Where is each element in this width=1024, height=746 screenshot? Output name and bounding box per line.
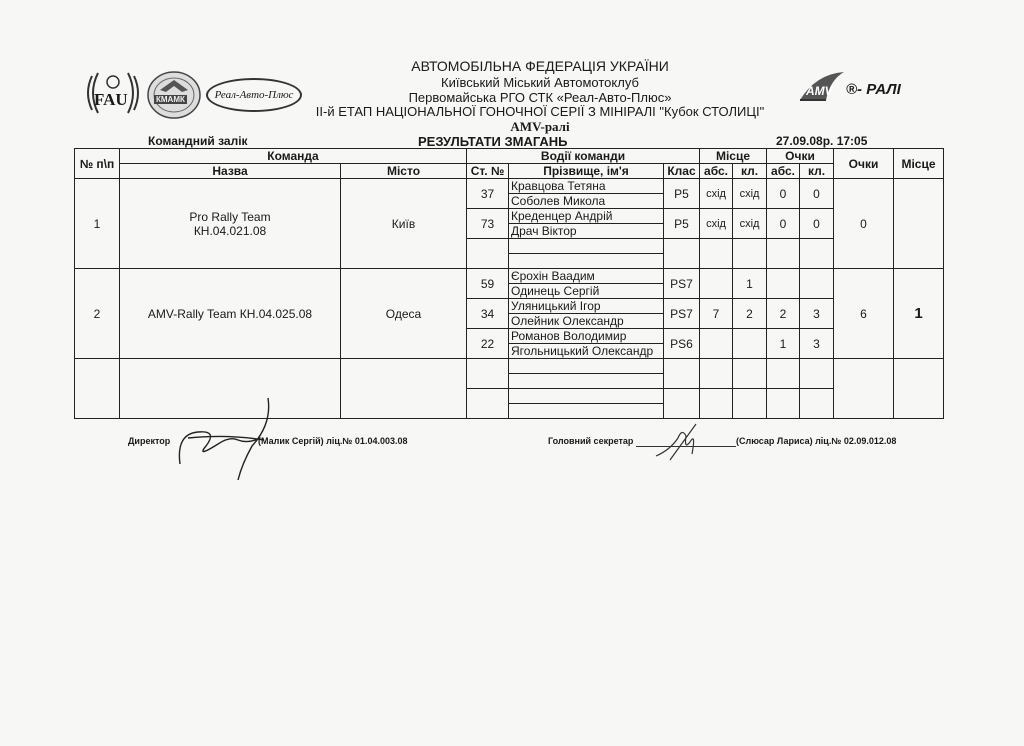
team-city: Київ bbox=[341, 179, 467, 269]
total-place-header: Місце bbox=[894, 149, 944, 179]
points-abs: 0 bbox=[767, 179, 800, 209]
director-info: (Малик Сергій) ліц.№ 01.04.003.08 bbox=[258, 436, 408, 446]
organizer-name: Первомайська РГО СТК «Реал-Авто-Плюс» bbox=[408, 90, 672, 105]
place-cl bbox=[733, 329, 767, 359]
driver-name: Креденцер Андрій bbox=[509, 209, 664, 224]
amv-logo-suffix: ®- РАЛІ bbox=[846, 81, 901, 98]
points-abs: 0 bbox=[767, 209, 800, 239]
fau-logo bbox=[82, 70, 144, 116]
team-city: Одеса bbox=[341, 269, 467, 359]
driver-name: Уляницький Ігор bbox=[509, 299, 664, 314]
start-number: 59 bbox=[467, 269, 509, 299]
points-cl: 0 bbox=[800, 179, 834, 209]
event-title: ІІ-й ЕТАП НАЦІОНАЛЬНОЇ ГОНОЧНОЇ СЕРІЇ З МІНІРАЛІ "Кубок СТОЛИЦІ" bbox=[315, 104, 765, 119]
col-name-header: Назва bbox=[120, 164, 341, 179]
team-num: 2 bbox=[75, 269, 120, 359]
team-total-points: 0 bbox=[834, 179, 894, 269]
start-number: 22 bbox=[467, 329, 509, 359]
points-abs: 1 bbox=[767, 329, 800, 359]
crew-class: P5 bbox=[664, 209, 700, 239]
header-row-2 bbox=[75, 164, 944, 179]
place-abs: схід bbox=[700, 179, 733, 209]
crew-class: PS6 bbox=[664, 329, 700, 359]
classification-label: Командний залік bbox=[148, 134, 248, 148]
fau-logo-text: FAU bbox=[94, 90, 128, 109]
points-group-header: Очки bbox=[767, 149, 834, 164]
kmamk-logo-text: КМАМК bbox=[156, 95, 185, 104]
col-city-header: Місто bbox=[341, 164, 467, 179]
total-points-header: Очки bbox=[834, 149, 894, 179]
place-abs: 7 bbox=[700, 299, 733, 329]
crew-class: P5 bbox=[664, 179, 700, 209]
codriver-name: Ягольницький Олександр bbox=[509, 344, 664, 359]
results-datetime: 27.09.08р. 17:05 bbox=[776, 134, 868, 148]
team-name: Pro Rally Team КН.04.021.08 bbox=[120, 179, 341, 269]
col-place-cl-header: кл. bbox=[733, 164, 767, 179]
table-row-empty bbox=[75, 359, 944, 374]
real-auto-plus-logo-text: Реал-Авто-Плюс bbox=[214, 89, 294, 101]
col-class-header: Клас bbox=[664, 164, 700, 179]
secretary-info: (Слюсар Лариса) ліц.№ 02.09.012.08 bbox=[736, 436, 897, 446]
event-subtitle: AMV-ралі bbox=[510, 119, 570, 134]
col-num-header: № п\п bbox=[75, 149, 120, 179]
results-table bbox=[74, 148, 944, 419]
table-row bbox=[75, 269, 944, 284]
codriver-name: Олейник Олександр bbox=[509, 314, 664, 329]
place-cl: 1 bbox=[733, 269, 767, 299]
team-total-place bbox=[894, 179, 944, 269]
federation-title: АВТОМОБІЛЬНА ФЕДЕРАЦІЯ УКРАЇНИ bbox=[411, 58, 669, 74]
driver-name: Єрохін Ваадим bbox=[509, 269, 664, 284]
kmamk-logo bbox=[146, 70, 202, 120]
codriver-name: Драч Віктор bbox=[509, 224, 664, 239]
drivers-group-header: Водії команди bbox=[467, 149, 700, 164]
place-abs bbox=[700, 329, 733, 359]
team-name: AMV-Rally Team КН.04.025.08 bbox=[120, 269, 341, 359]
start-number: 73 bbox=[467, 209, 509, 239]
director-label: Директор bbox=[128, 436, 171, 446]
codriver-name: Соболев Микола bbox=[509, 194, 664, 209]
points-cl: 0 bbox=[800, 209, 834, 239]
amv-logo-text: AMV bbox=[806, 84, 833, 98]
results-title: РЕЗУЛЬТАТИ ЗМАГАНЬ bbox=[418, 134, 568, 149]
place-cl: схід bbox=[733, 179, 767, 209]
secretary-label: Головний секретар bbox=[548, 436, 634, 446]
col-driver-header: Прізвище, ім'я bbox=[509, 164, 664, 179]
points-cl: 3 bbox=[800, 329, 834, 359]
points-abs bbox=[767, 269, 800, 299]
crew-class: PS7 bbox=[664, 299, 700, 329]
col-points-cl-header: кл. bbox=[800, 164, 834, 179]
crew-class: PS7 bbox=[664, 269, 700, 299]
start-number: 34 bbox=[467, 299, 509, 329]
secretary-signature bbox=[650, 420, 710, 464]
team-num: 1 bbox=[75, 179, 120, 269]
team-group-header: Команда bbox=[120, 149, 467, 164]
start-number: 37 bbox=[467, 179, 509, 209]
place-group-header: Місце bbox=[700, 149, 767, 164]
col-start-header: Ст. № bbox=[467, 164, 509, 179]
col-place-abs-header: абс. bbox=[700, 164, 733, 179]
driver-name: Кравцова Тетяна bbox=[509, 179, 664, 194]
place-abs: схід bbox=[700, 209, 733, 239]
col-points-abs-header: абс. bbox=[767, 164, 800, 179]
codriver-name: Одинець Сергій bbox=[509, 284, 664, 299]
place-cl: схід bbox=[733, 209, 767, 239]
header-row-1 bbox=[75, 149, 944, 164]
amv-rally-logo bbox=[796, 70, 914, 106]
team-total-place: 1 bbox=[894, 269, 944, 359]
club-name: Київський Міський Автомотоклуб bbox=[441, 75, 639, 90]
points-abs: 2 bbox=[767, 299, 800, 329]
team-total-points: 6 bbox=[834, 269, 894, 359]
table-row bbox=[75, 179, 944, 194]
place-abs bbox=[700, 269, 733, 299]
driver-name: Романов Володимир bbox=[509, 329, 664, 344]
points-cl: 3 bbox=[800, 299, 834, 329]
place-cl: 2 bbox=[733, 299, 767, 329]
points-cl bbox=[800, 269, 834, 299]
